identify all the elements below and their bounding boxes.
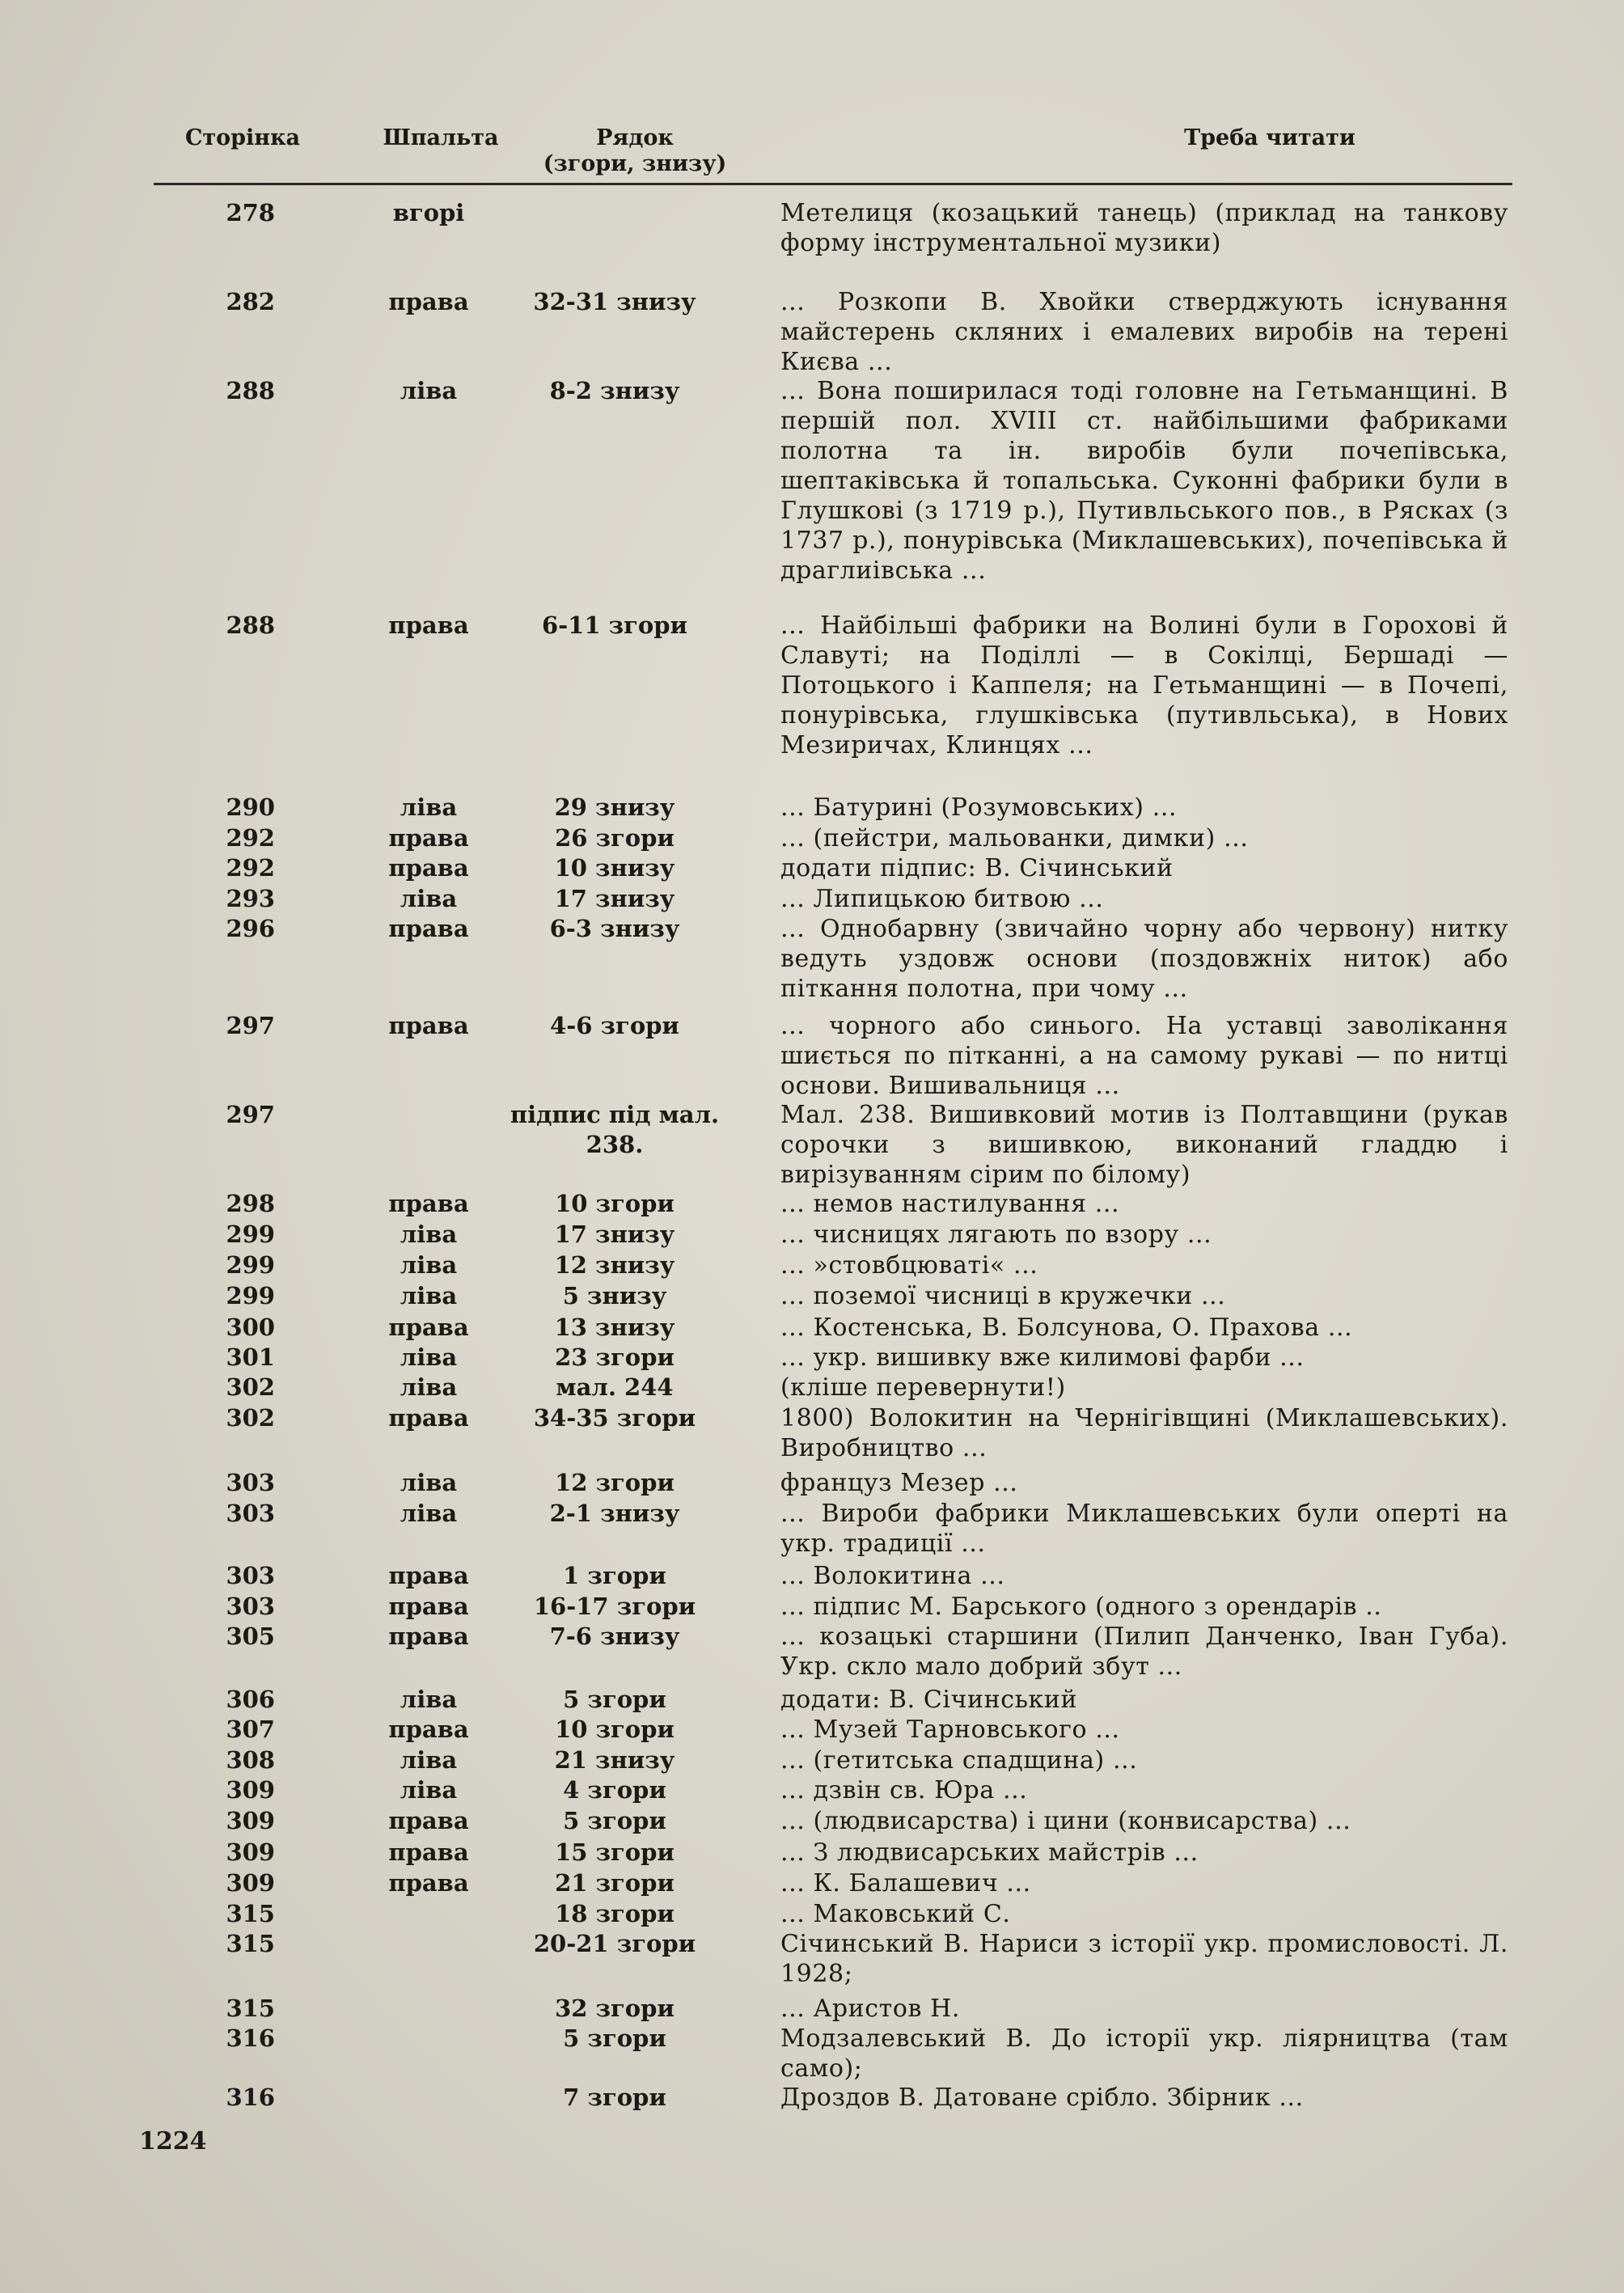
column-cell: ліва [400, 1373, 458, 1401]
line-cell: 1 згори [563, 1562, 666, 1589]
page-cell: 300 [226, 1314, 275, 1341]
correction-text-cell: ... Музей Тарновського ... [780, 1716, 1120, 1744]
column-cell: права [388, 1190, 469, 1217]
correction-text-cell: Мал. 238. Вишивковий мотив із Полтавщини (рукав сорочки з вишивкою, виконаний гладдю і вирізуванням сірим по білому) [780, 1101, 1508, 1189]
column-cell: права [388, 824, 469, 852]
line-cell: 4-6 згори [550, 1012, 679, 1039]
correction-text-cell: (кліше перевернути!) [780, 1373, 1066, 1402]
correction-text-cell: ... К. Балашевич ... [780, 1869, 1031, 1897]
column-cell: права [388, 1807, 469, 1834]
page-cell: 302 [226, 1373, 275, 1401]
correction-text-cell: ... Найбільші фабрики на Волині були в Горохові й Славуті; на Поділлі — в Сокілці, Бершаді — Потоцького і Каппеля; на Гетьманщині — в Почепі, понурівська, глушківська (путивльська), в Нових Мезиричах, Клинцях ... [780, 611, 1508, 759]
line-cell: 26 згори [555, 824, 675, 852]
correction-text-cell: Січинський В. Нариси з історії укр. промисловості. Л. 1928; [780, 1930, 1508, 1988]
column-cell: права [388, 1869, 469, 1897]
column-cell: права [388, 1562, 469, 1589]
correction-text-cell: ... Маковський С. [780, 1900, 1011, 1928]
correction-text-cell: ... Аристов Н. [780, 1995, 961, 2023]
page-cell: 299 [226, 1282, 275, 1309]
correction-text-cell: ... Волокитина ... [780, 1562, 1005, 1590]
correction-text-cell: француз Мезер ... [780, 1469, 1018, 1497]
header-read-as: Треба читати [1184, 125, 1355, 150]
page-cell: 316 [226, 2084, 275, 2111]
line-cell: 10 згори [555, 1716, 675, 1743]
correction-text-cell: ... козацькі старшини (Пилип Данченко, Іван Губа). Укр. скло мало добрий збут ... [780, 1622, 1508, 1681]
page-cell: 306 [226, 1686, 275, 1713]
correction-text-cell: ... (гетитська спадщина) ... [780, 1746, 1138, 1775]
column-cell: права [388, 1838, 469, 1866]
column-cell: ліва [400, 793, 458, 821]
column-cell: ліва [400, 1343, 458, 1371]
page-cell: 297 [226, 1012, 275, 1039]
page-cell: 298 [226, 1190, 275, 1217]
column-cell: ліва [400, 1686, 458, 1713]
line-cell: 20-21 згори [533, 1930, 696, 1957]
correction-text-cell: ... Батурині (Розумовських) ... [780, 793, 1178, 822]
correction-text-cell: ... Липицькою битвою ... [780, 885, 1104, 913]
line-cell: 6-11 згори [541, 611, 688, 639]
page-cell: 297 [226, 1101, 275, 1128]
line-cell: 32-31 знизу [533, 288, 696, 315]
line-cell: 16-17 згори [533, 1593, 696, 1620]
page-cell: 293 [226, 885, 275, 912]
column-cell: вгорі [392, 199, 465, 226]
page-cell: 292 [226, 824, 275, 852]
page-cell: 308 [226, 1746, 275, 1774]
column-cell: ліва [400, 1251, 458, 1279]
line-cell: 6-3 знизу [549, 915, 680, 942]
line-cell: 10 згори [555, 1190, 675, 1217]
column-cell: ліва [400, 1469, 458, 1496]
page-cell: 316 [226, 2024, 275, 2052]
page-cell: 290 [226, 793, 275, 821]
correction-text-cell: 1800) Волокитин на Чернігівщині (Миклашевських). Виробництво ... [780, 1404, 1508, 1462]
correction-text-cell: Модзалевський В. До історії укр. ліярництва (там само); [780, 2024, 1508, 2083]
line-cell: 13 знизу [554, 1314, 675, 1341]
line-cell: 29 знизу [554, 793, 675, 821]
page-cell: 299 [226, 1251, 275, 1279]
correction-text-cell: ... укр. вишивку вже килимові фарби ... [780, 1343, 1305, 1372]
line-cell: 2-1 знизу [549, 1500, 680, 1527]
page-cell: 296 [226, 915, 275, 942]
page-cell: 315 [226, 1930, 275, 1957]
column-cell: ліва [400, 377, 458, 404]
page-cell: 301 [226, 1343, 275, 1371]
line-cell: 17 знизу [554, 1221, 675, 1248]
correction-text-cell: Метелиця (козацький танець) (приклад на танкову форму інструментальної музики) [780, 199, 1508, 257]
column-cell: ліва [400, 1776, 458, 1804]
line-cell: мал. 244 [556, 1373, 674, 1401]
page-cell: 292 [226, 854, 275, 882]
column-cell: права [388, 854, 469, 882]
correction-text-cell: ... Вона поширилася тоді головне на Гетьманщині. В першій пол. XVIII ст. найбільшими фабриками полотна та ін. виробів були почепівська, шептаківська й топальська. Суконні фабрики були в Глушкові (з 1719 р.), Путивльського пов., в Рясках (з 1737 р.), понурівська (Миклашевських), почепівська й драглиівська ... [780, 377, 1508, 585]
correction-text-cell: ... немов настилування ... [780, 1190, 1120, 1218]
line-cell: 7 згори [563, 2084, 666, 2111]
column-cell: ліва [400, 1221, 458, 1248]
column-cell: права [388, 1622, 469, 1650]
page-cell: 309 [226, 1838, 275, 1866]
page-cell: 309 [226, 1776, 275, 1804]
page-cell: 303 [226, 1469, 275, 1496]
page-cell: 288 [226, 377, 275, 404]
page-cell: 278 [226, 199, 275, 226]
correction-text-cell: ... (людвисарства) і цини (конвисарства) ... [780, 1807, 1351, 1835]
correction-text-cell: додати: В. Січинський [780, 1686, 1078, 1714]
correction-text-cell: додати підпис: В. Січинський [780, 854, 1174, 882]
header-column: Шпальта [383, 125, 499, 150]
correction-text-cell: ... дзвін св. Юра ... [780, 1776, 1028, 1804]
line-cell: 21 знизу [554, 1746, 675, 1774]
page-cell: 303 [226, 1562, 275, 1589]
correction-text-cell: ... З людвисарських майстрів ... [780, 1838, 1199, 1867]
correction-text-cell: Дроздов В. Датоване срібло. Збірник ... [780, 2084, 1304, 2112]
line-cell: 7-6 знизу [549, 1622, 680, 1650]
line-cell: 5 згори [563, 1807, 666, 1834]
line-cell: 4 згори [563, 1776, 666, 1804]
correction-text-cell: ... Однобарвну (звичайно чорну або червону) нитку ведуть уздовж основи (поздовжніх ниток) або піткання полотна, при чому ... [780, 915, 1508, 1003]
correction-text-cell: ... »стовбцюваті« ... [780, 1251, 1038, 1280]
line-cell: 15 згори [555, 1838, 675, 1866]
page-cell: 315 [226, 1900, 275, 1927]
column-cell: права [388, 1314, 469, 1341]
page-cell: 309 [226, 1869, 275, 1897]
line-cell: 12 згори [555, 1469, 675, 1496]
column-cell: ліва [400, 885, 458, 912]
column-cell: ліва [400, 1746, 458, 1774]
line-cell: 5 згори [563, 1686, 666, 1713]
column-cell: права [388, 1404, 469, 1432]
line-cell: 18 згори [555, 1900, 675, 1927]
line-cell: 23 згори [555, 1343, 675, 1371]
line-cell: 5 згори [563, 2024, 666, 2052]
page-cell: 302 [226, 1404, 275, 1432]
header-line: Рядок (згори, знизу) [543, 125, 727, 176]
line-cell: 21 згори [555, 1869, 675, 1897]
line-cell: 10 знизу [554, 854, 675, 882]
page-cell: 305 [226, 1622, 275, 1650]
line-cell: 12 знизу [554, 1251, 675, 1279]
correction-text-cell: ... підпис М. Барського (одного з орендарів .. [780, 1593, 1382, 1621]
column-cell: права [388, 1012, 469, 1039]
line-cell: 5 знизу [562, 1282, 667, 1309]
page-cell: 282 [226, 288, 275, 315]
correction-text-cell: ... Вироби фабрики Миклашевських були оперті на укр. традиції ... [780, 1500, 1508, 1558]
correction-text-cell: ... Костенська, В. Болсунова, О. Прахова ... [780, 1314, 1353, 1342]
line-cell: 32 згори [555, 1995, 675, 2022]
correction-text-cell: ... чорного або синього. На уставці заволікання шиється по пітканні, а на самому рукаві — по нитці основи. Вишивальниця ... [780, 1012, 1508, 1100]
correction-text-cell: ... поземої чисниці в кружечки ... [780, 1282, 1226, 1310]
line-cell: 17 знизу [554, 885, 675, 912]
page-cell: 299 [226, 1221, 275, 1248]
column-cell: ліва [400, 1500, 458, 1527]
column-cell: права [388, 1716, 469, 1743]
column-cell: права [388, 1593, 469, 1620]
header-page: Сторінка [184, 125, 301, 150]
page-cell: 288 [226, 611, 275, 639]
line-cell: 8-2 знизу [549, 377, 680, 404]
line-cell: підпис під мал. 238. [510, 1101, 720, 1158]
page-cell: 303 [226, 1500, 275, 1527]
line-cell: 34-35 згори [533, 1404, 696, 1432]
column-cell: права [388, 611, 469, 639]
page-cell: 307 [226, 1716, 275, 1743]
page-number: 1224 [139, 2127, 207, 2156]
page-cell: 303 [226, 1593, 275, 1620]
correction-text-cell: ... чисницях лягають по взору ... [780, 1221, 1212, 1249]
correction-text-cell: ... (пейстри, мальованки, димки) ... [780, 824, 1249, 852]
header-rule [154, 183, 1512, 185]
column-cell: права [388, 915, 469, 942]
column-cell: ліва [400, 1282, 458, 1309]
column-cell: права [388, 288, 469, 315]
page-cell: 309 [226, 1807, 275, 1834]
page-cell: 315 [226, 1995, 275, 2022]
correction-text-cell: ... Розкопи В. Хвойки стверджують існування майстерень скляних і емалевих виробів на терені Києва ... [780, 288, 1508, 376]
